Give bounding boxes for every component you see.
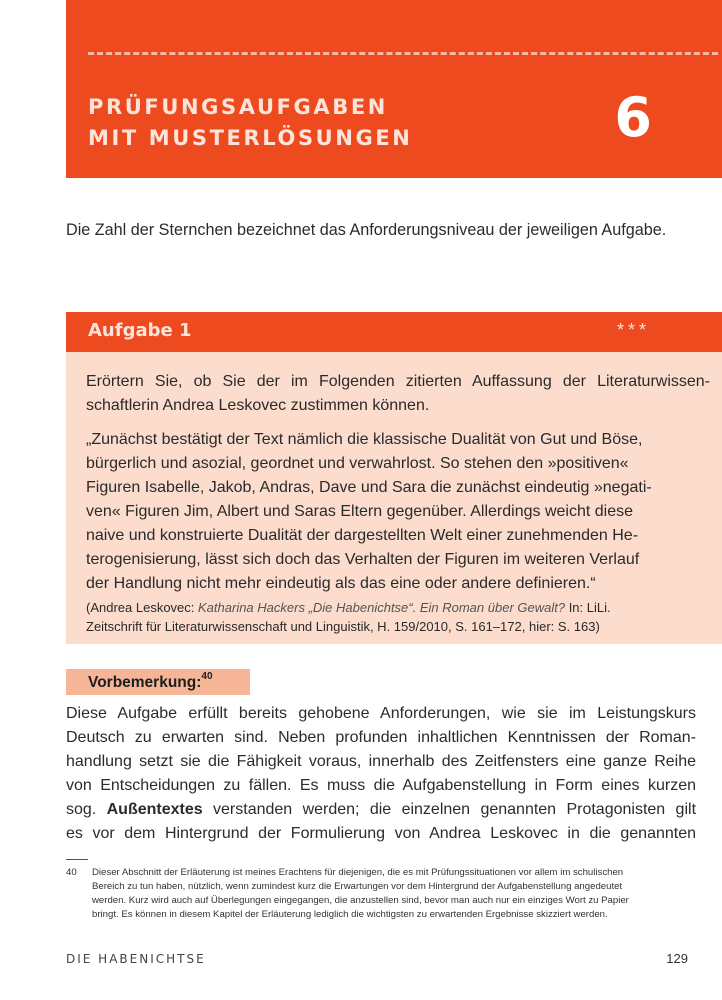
quote-line: Figuren Isabelle, Jakob, Andras, Dave und Sara die zunächst eindeutig »negati- xyxy=(86,479,652,496)
preliminary-tab xyxy=(66,669,250,695)
quote-line: der Handlung nicht mehr eindeutig als das eine oder andere definieren.“ xyxy=(86,575,596,592)
footnote-line: werden. Kurz wird auch auf Überlegungen eingegangen, die anzustellen sind, bevor man auch nur ein einziges Wort zu Papier xyxy=(92,895,629,906)
dashed-divider xyxy=(88,52,718,55)
footnote-number: 40 xyxy=(66,867,77,878)
quote-line: „Zunächst bestätigt der Text nämlich die klassische Dualität von Gut und Böse, xyxy=(86,431,643,448)
page-number: 129 xyxy=(666,951,688,966)
preliminary-body xyxy=(66,702,696,846)
preliminary-label-text: Vorbemerkung: xyxy=(88,674,202,692)
body-line: handlung setzt sie die Fähigkeit voraus, innerhalb des Zeitfensters eine ganze Reihe xyxy=(66,753,696,770)
chapter-header xyxy=(66,0,722,178)
quote-source xyxy=(86,598,710,636)
source-prefix: (Andrea Leskovec: xyxy=(86,600,199,615)
footnote-rule xyxy=(66,859,88,860)
quote-line: bürgerlich und asozial, geordnet und verwahrlost. So stehen den »positiven« xyxy=(86,455,629,472)
intro-text: Die Zahl der Sternchen bezeichnet das Anforderungsniveau der jeweiligen Aufgabe. xyxy=(66,221,667,239)
bold-term: Außentextes xyxy=(106,801,203,818)
body-line: Diese Aufgabe erfüllt bereits gehobene Anforderungen, wie sie im Leistungskurs xyxy=(66,705,696,722)
preliminary-label xyxy=(88,673,213,692)
body-line: Deutsch zu erwarten sind. Neben profunden inhaltlichen Kenntnissen der Roman- xyxy=(66,729,696,746)
chapter-number: 6 xyxy=(614,86,652,149)
quote-line: ven« Figuren Jim, Albert und Saras Eltern gegenüber. Allerdings weicht diese xyxy=(86,503,633,520)
footnote-line: bringt. Es können in diesem Kapitel der Erläuterung lediglich die wichtigsten zu erwartenden Ergebnisse skizziert werden. xyxy=(92,909,608,920)
footer-book-title: DIE HABENICHTSE xyxy=(66,952,206,966)
source-suffix: In: LiLi. xyxy=(565,600,611,615)
chapter-title-line2: MIT MUSTERLÖSUNGEN xyxy=(88,126,413,150)
task-question: Erörtern Sie, ob Sie der im Folgenden zitierten Auffassung der Literaturwissen-schaftlerin Andrea Leskovec zustimmen können. xyxy=(86,373,710,414)
footnote-line: Dieser Abschnitt der Erläuterung ist meines Erachtens für diejenigen, die es mit Prüfungssituationen vor allem im schulischen xyxy=(92,867,624,878)
source-title: Katharina Hackers „Die Habenichtse“. Ein Roman über Gewalt? xyxy=(198,600,566,615)
body-text-span: verstanden werden; die einzelnen genannten Protagonisten gilt xyxy=(202,801,697,818)
task-box xyxy=(66,352,722,644)
task-quote xyxy=(86,428,710,596)
quote-line: terogenisierung, lässt sich doch das Verhalten der Figuren im weiteren Verlauf xyxy=(86,551,640,568)
task-header-bar xyxy=(66,312,722,352)
source-line2: Zeitschrift für Literaturwissenschaft und Linguistik, H. 159/2010, S. 161–172, hier: S. 163) xyxy=(86,619,600,634)
body-line xyxy=(66,798,696,822)
body-line: es vor dem Hintergrund der Formulierung von Andrea Leskovec in die genannten xyxy=(66,825,696,842)
quote-line: naive und konstruierte Dualität der dargestellten Welt einer zunehmenden He- xyxy=(86,527,639,544)
body-text-span: sog. xyxy=(66,801,107,818)
chapter-title xyxy=(88,92,412,154)
chapter-title-line1: PRÜFUNGSAUFGABEN xyxy=(88,95,388,119)
task-label: Aufgabe 1 xyxy=(88,320,192,341)
difficulty-stars: *** xyxy=(616,320,650,340)
footnote-text xyxy=(92,866,692,922)
body-line: von Entscheidungen zu fällen. Es muss die Aufgabenstellung in Form eines kurzen xyxy=(66,777,696,794)
footnote-ref: 40 xyxy=(201,671,213,682)
footnote-line: Bereich zu tun haben, nützlich, wenn zumindest kurz die Erwartungen vor dem Hintergrund der Aufgabenstellung angedeutet xyxy=(92,881,623,892)
